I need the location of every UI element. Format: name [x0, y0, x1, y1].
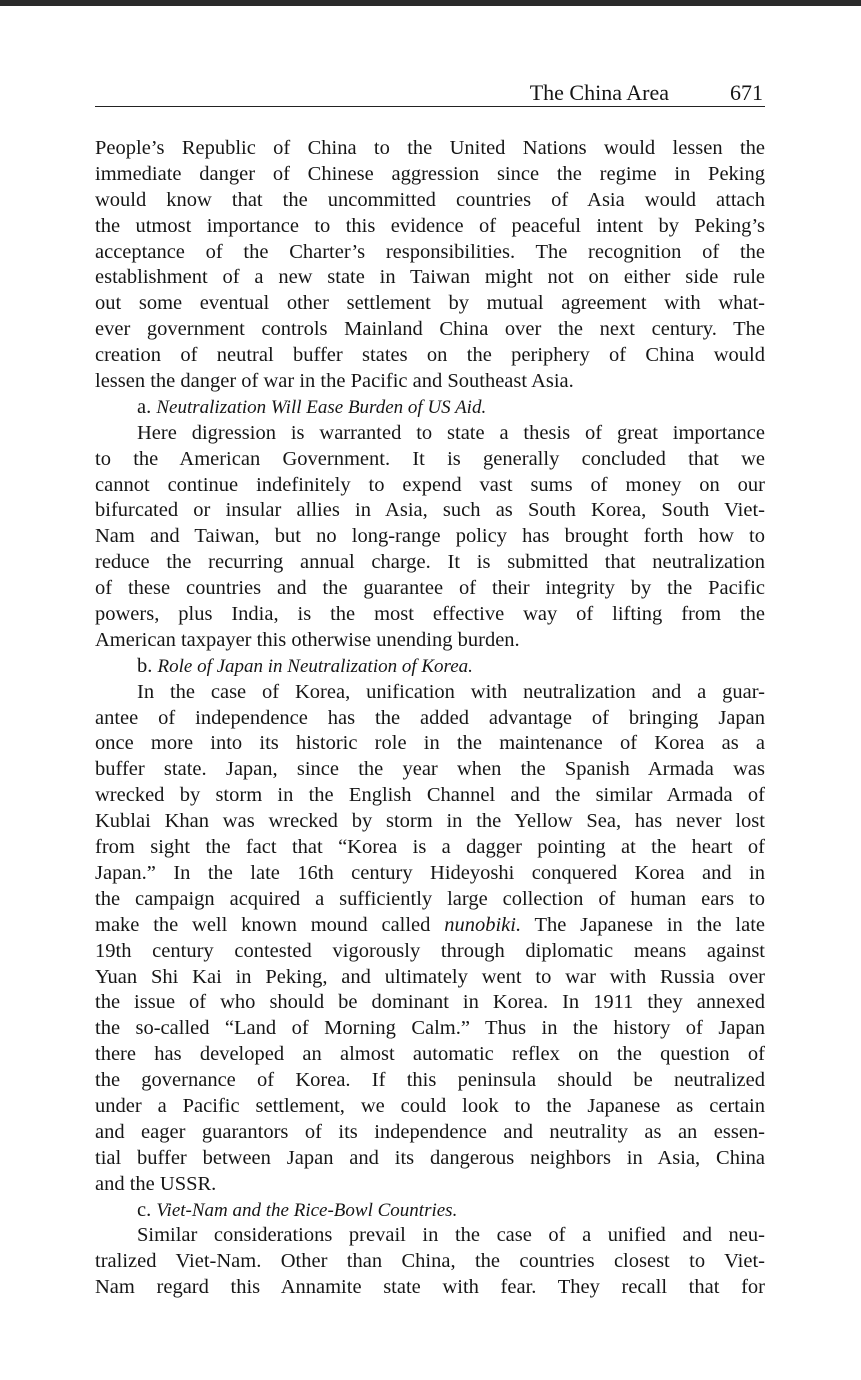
section-heading-b — [95, 654, 765, 680]
heading-title: Viet-Nam and the Rice-Bowl Countries. — [156, 1199, 458, 1221]
text-line: tial buffer between Japan and its dangerous neighbors in Asia, China — [95, 1146, 765, 1169]
body-text — [95, 136, 765, 1301]
heading-title: Neutralization Will Ease Burden of US Aid. — [156, 396, 487, 418]
text-line: powers, plus India, is the most effective way of lifting from the — [95, 603, 765, 626]
heading-label: b. — [137, 654, 153, 677]
heading-label: c. — [137, 1198, 152, 1221]
text-line: Japan.” In the late 16th century Hideyoshi conquered Korea and in — [95, 861, 765, 884]
text-line: wrecked by storm in the English Channel and the similar Armada of — [95, 784, 765, 807]
text-line: of these countries and the guarantee of their integrity by the Pacific — [95, 577, 765, 600]
italic-term: nunobiki. — [444, 913, 522, 936]
text-line: In the case of Korea, unification with neutralization and a guar- — [137, 680, 765, 703]
heading-title: Role of Japan in Neutralization of Korea. — [157, 655, 473, 677]
text-line: Here digression is warranted to state a thesis of great importance — [137, 421, 765, 444]
text-line: cannot continue indefinitely to expend vast sums of money on our — [95, 473, 765, 496]
text-line: lessen the danger of war in the Pacific and Southeast Asia. — [95, 370, 574, 393]
text-line: the issue of who should be dominant in Korea. In 1911 they annexed — [95, 991, 765, 1014]
text-line: Nam regard this Annamite state with fear. They recall that for — [95, 1276, 765, 1299]
text-line: reduce the recurring annual charge. It is submitted that neutralization — [95, 551, 765, 574]
text-line: once more into its historic role in the maintenance of Korea as a — [95, 732, 765, 755]
text-line: American taxpayer this otherwise unending burden. — [95, 628, 520, 651]
text-line: ever government controls Mainland China over the next century. The — [95, 318, 765, 341]
text-line: People’s Republic of China to the United Nations would lessen the — [95, 137, 765, 159]
text-line: under a Pacific settlement, we could look to the Japanese as certain — [95, 1094, 765, 1117]
text-line: the utmost importance to this evidence of peaceful intent by Peking’s — [95, 214, 765, 237]
text-line: establishment of a new state in Taiwan might not on either side rule — [95, 266, 765, 289]
text-line: the campaign acquired a sufficiently large collection of human ears to — [95, 887, 765, 910]
text-run: make the well known mound called — [95, 913, 445, 936]
text-line: and the USSR. — [95, 1172, 217, 1195]
page-number: 671 — [730, 80, 763, 105]
text-line: there has developed an almost automatic reflex on the question of — [95, 1043, 765, 1066]
text-line: Nam and Taiwan, but no long-range policy has brought forth how to — [95, 525, 765, 548]
heading-label: a. — [137, 395, 152, 418]
running-title: The China Area — [529, 80, 669, 105]
text-line: and eager guarantors of its independence and neutrality as an essen- — [95, 1120, 765, 1143]
text-line: tralized Viet-Nam. Other than China, the countries closest to Viet- — [95, 1250, 765, 1273]
text-line: buffer state. Japan, since the year when the Spanish Armada was — [95, 758, 765, 781]
text-line: would know that the uncommitted countries of Asia would attach — [95, 188, 765, 211]
text-line: to the American Government. It is generally concluded that we — [95, 447, 765, 470]
text-line: immediate danger of Chinese aggression since the regime in Peking — [95, 162, 765, 185]
text-line: the so-called “Land of Morning Calm.” Thus in the history of Japan — [95, 1017, 765, 1040]
top-edge-rule — [0, 0, 861, 6]
text-run: The Japanese in the late — [521, 913, 765, 936]
text-line: 19th century contested vigorously through diplomatic means against — [95, 939, 765, 962]
text-line: creation of neutral buffer states on the periphery of China would — [95, 344, 765, 367]
text-line: Kublai Khan was wrecked by storm in the Yellow Sea, has never lost — [95, 810, 765, 833]
text-line-with-italic — [95, 913, 765, 939]
text-line: out some eventual other settlement by mutual agreement with what- — [95, 292, 765, 315]
text-line: bifurcated or insular allies in Asia, such as South Korea, South Viet- — [95, 499, 765, 522]
text-line: Similar considerations prevail in the case of a unified and neu- — [137, 1224, 765, 1247]
text-line: the governance of Korea. If this peninsula should be neutralized — [95, 1069, 765, 1092]
section-heading-a — [95, 395, 765, 421]
text-line: antee of independence has the added advantage of bringing Japan — [95, 706, 765, 729]
text-line: Yuan Shi Kai in Peking, and ultimately went to war with Russia over — [95, 965, 765, 988]
running-head — [95, 80, 765, 107]
text-line: acceptance of the Charter’s responsibilities. The recognition of the — [95, 240, 765, 263]
section-heading-c — [95, 1198, 765, 1224]
text-line: from sight the fact that “Korea is a dagger pointing at the heart of — [95, 836, 765, 859]
